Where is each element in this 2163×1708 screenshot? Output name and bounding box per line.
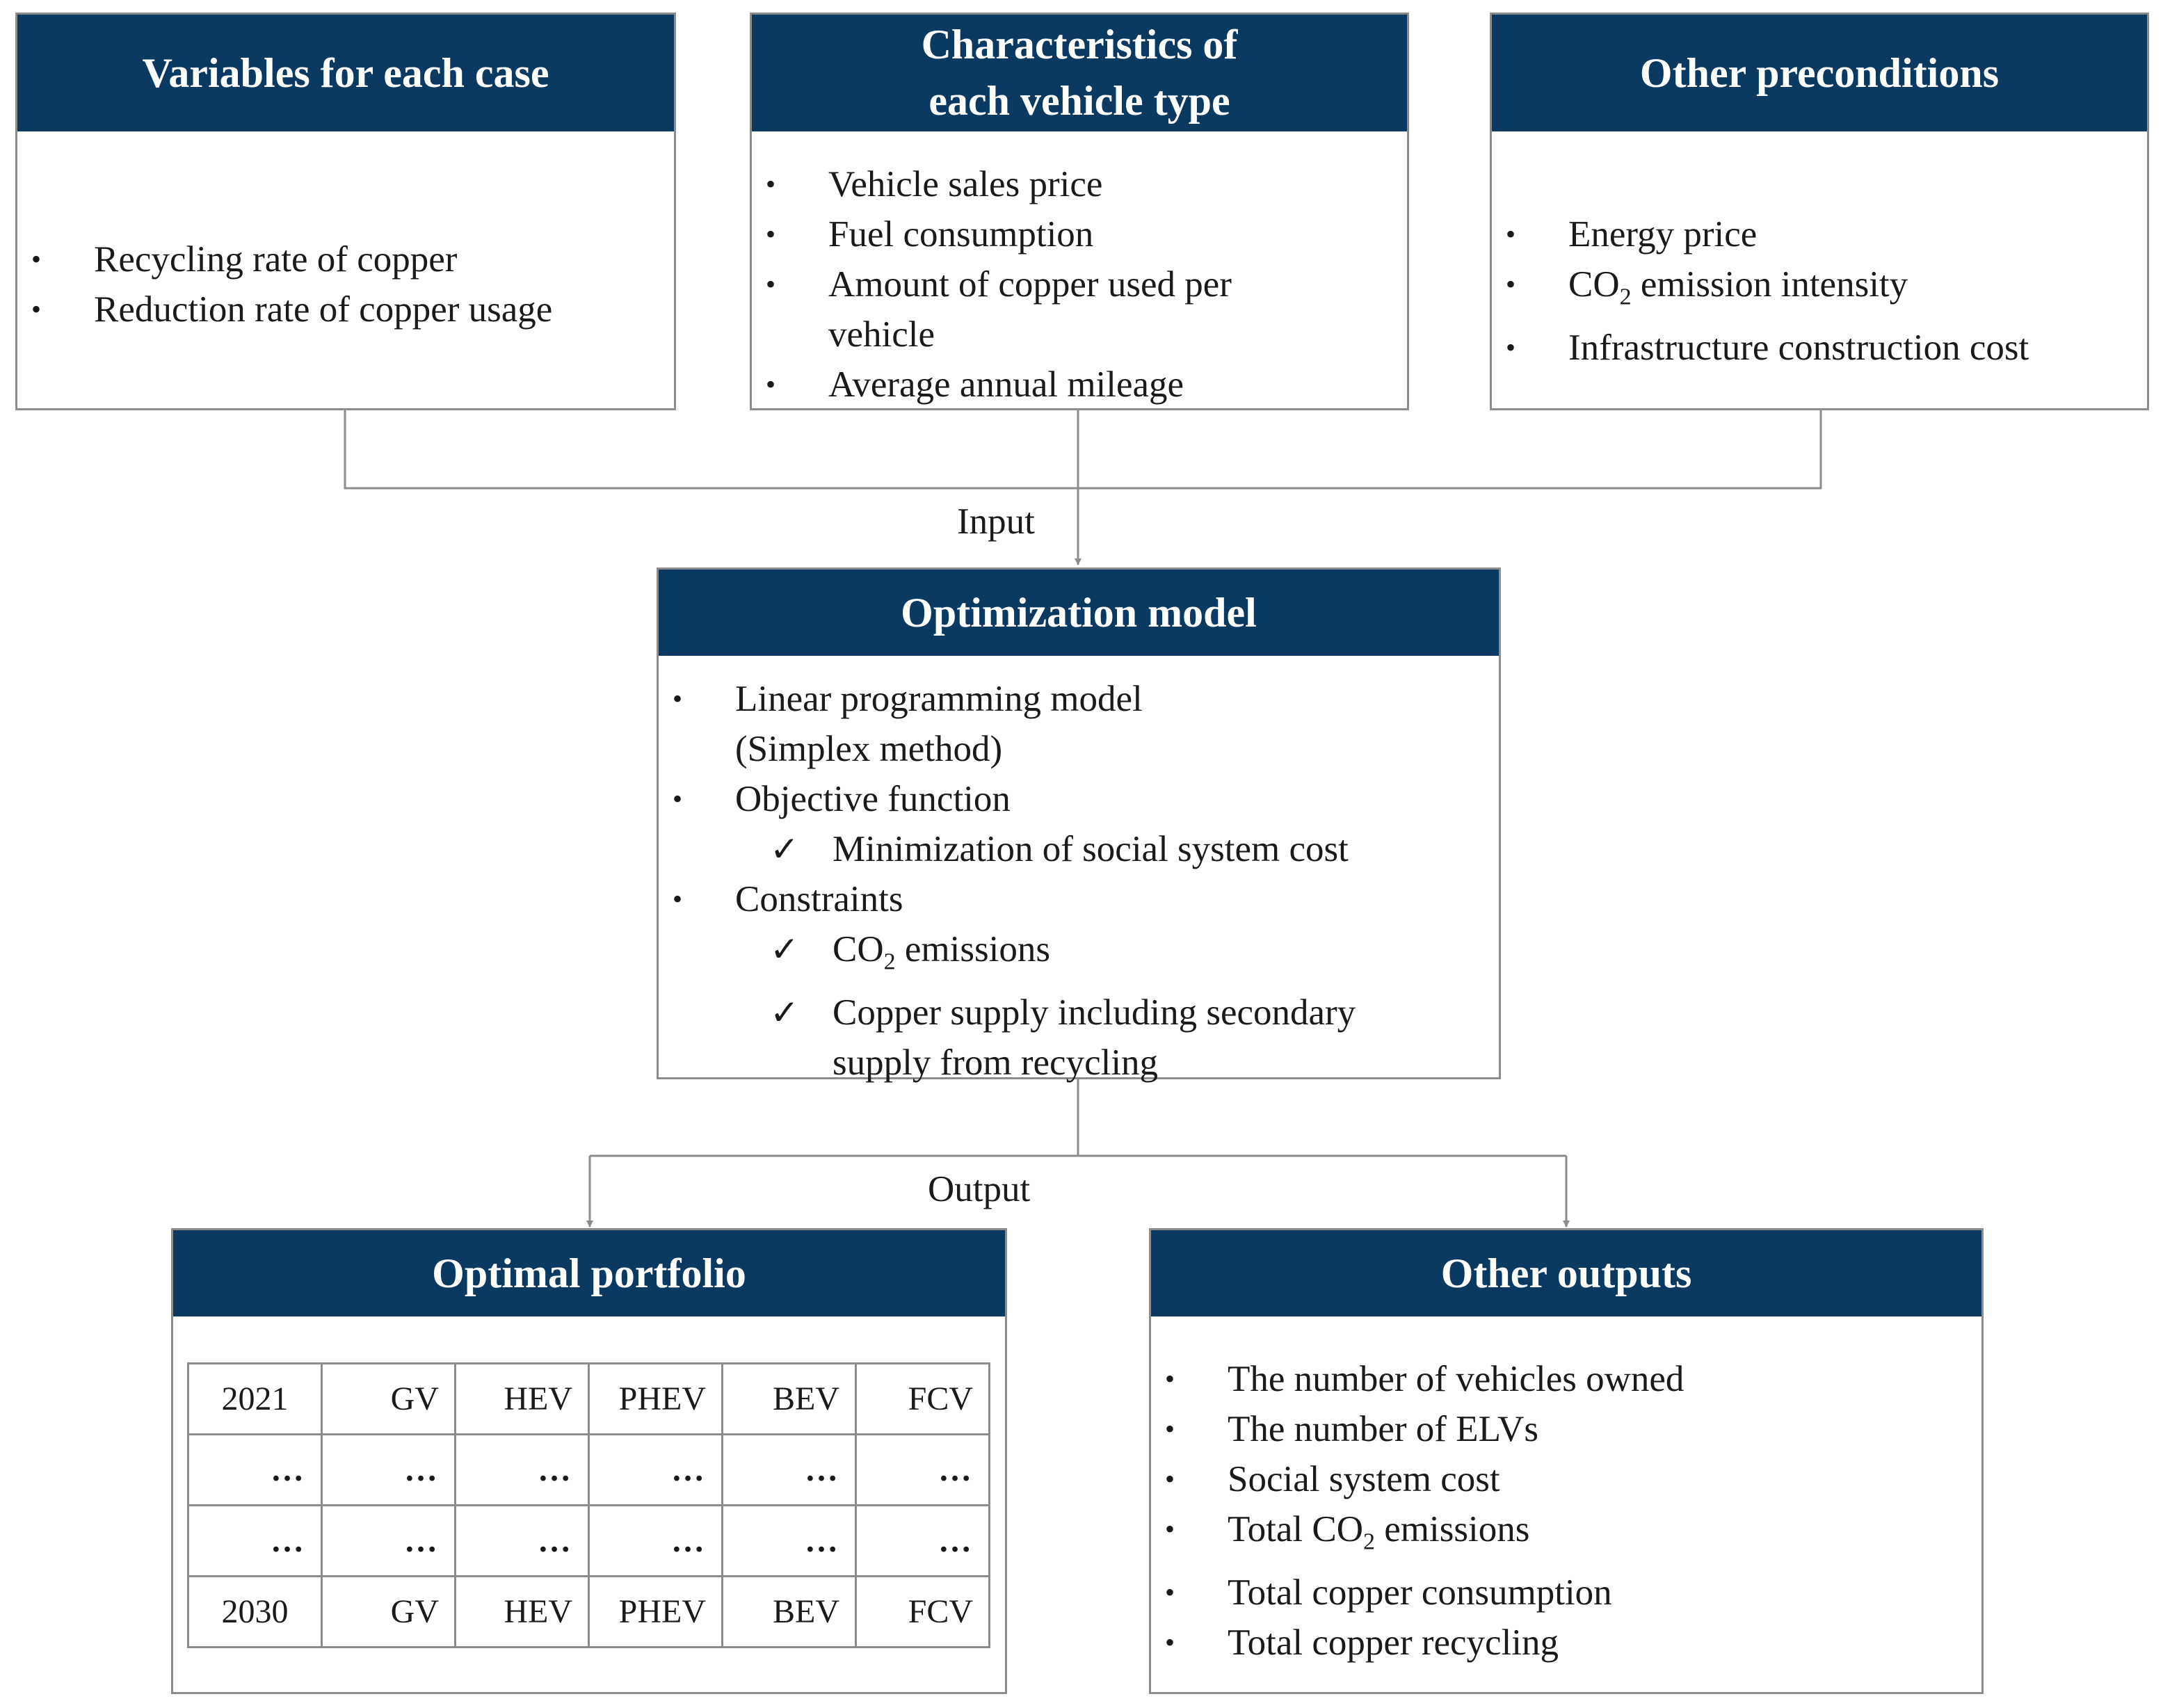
- preconditions-list: [1492, 209, 2029, 373]
- check-item: ✓ Minimization of social system cost: [659, 824, 1356, 874]
- list-item-continuation: vehicle: [828, 314, 935, 355]
- check-item-continuation: supply from recycling: [833, 1042, 1159, 1083]
- table-row: … … … … … …: [188, 1435, 990, 1506]
- characteristics-box: [750, 13, 1409, 410]
- preconditions-title: Other preconditions: [1639, 49, 2000, 96]
- table-row: 2030 GV HEV PHEV BEV FCV: [188, 1577, 990, 1647]
- other-outputs-list: [1151, 1354, 1684, 1668]
- check-icon: ✓: [770, 829, 799, 869]
- input-merge-line: [345, 410, 1821, 488]
- check-icon: ✓: [770, 929, 799, 969]
- list-item: • Social system cost: [1165, 1459, 1500, 1499]
- other-outputs-box: [1149, 1228, 1984, 1694]
- list-item: • The number of ELVs: [1165, 1409, 1538, 1449]
- portfolio-table: [187, 1362, 990, 1648]
- list-item: • Total copper consumption: [1165, 1572, 1612, 1613]
- check-item: ✓ Copper supply including secondary: [659, 988, 1356, 1038]
- list-item: • Infrastructure construction cost: [1506, 327, 2029, 368]
- input-label: Input: [957, 501, 1035, 542]
- characteristics-list: [752, 159, 1232, 410]
- list-item: • Amount of copper used per: [766, 264, 1232, 305]
- list-item: • Linear programming model: [673, 679, 1143, 719]
- optimal-portfolio-header: [173, 1230, 1005, 1316]
- check-icon: ✓: [770, 992, 799, 1033]
- output-label: Output: [928, 1169, 1031, 1209]
- characteristics-title-line2: each vehicle type: [928, 78, 1230, 124]
- variables-box: [15, 13, 676, 410]
- characteristics-title-line1: Characteristics of: [921, 22, 1238, 67]
- table-row: 2021 GV HEV PHEV BEV FCV: [188, 1364, 990, 1435]
- table-row: … … … … … …: [188, 1506, 990, 1577]
- optimization-model-box: [657, 567, 1501, 1083]
- list-item: • $CO_2$ emission intensity: [1506, 264, 1908, 310]
- optimization-model-title: Optimization model: [901, 589, 1257, 636]
- list-item: • Fuel consumption: [766, 214, 1094, 255]
- list-item: • Total $CO_2$ emissions: [1165, 1509, 1530, 1555]
- check-item: ✓ $CO_2$ emissions: [659, 924, 1356, 988]
- list-item: • Recycling rate of copper: [31, 239, 458, 280]
- variables-title: Variables for each case: [142, 49, 549, 96]
- preconditions-header: [1492, 15, 2147, 131]
- other-outputs-header: [1151, 1230, 1981, 1316]
- list-item: • The number of vehicles owned: [1165, 1359, 1684, 1399]
- list-item: • Objective function: [673, 779, 1011, 819]
- list-item: • Vehicle sales price: [766, 164, 1103, 204]
- list-item: • Total copper recycling: [1165, 1622, 1559, 1663]
- characteristics-header: [752, 15, 1407, 131]
- optimal-portfolio-box: [171, 1228, 1007, 1694]
- list-item-continuation: (Simplex method): [735, 729, 1003, 769]
- list-item: • Constraints: [673, 879, 903, 919]
- optimization-model-header: [659, 570, 1499, 656]
- list-item: • Energy price: [1506, 214, 1758, 255]
- preconditions-box: [1490, 13, 2149, 410]
- list-item: • Reduction rate of copper usage: [31, 289, 553, 330]
- list-item: • Average annual mileage: [766, 364, 1184, 405]
- optimal-portfolio-title: Optimal portfolio: [432, 1250, 746, 1296]
- optimization-model-list: [659, 674, 1356, 1088]
- variables-list: [17, 234, 552, 335]
- other-outputs-title: Other outputs: [1440, 1250, 1692, 1296]
- variables-header: [17, 15, 674, 131]
